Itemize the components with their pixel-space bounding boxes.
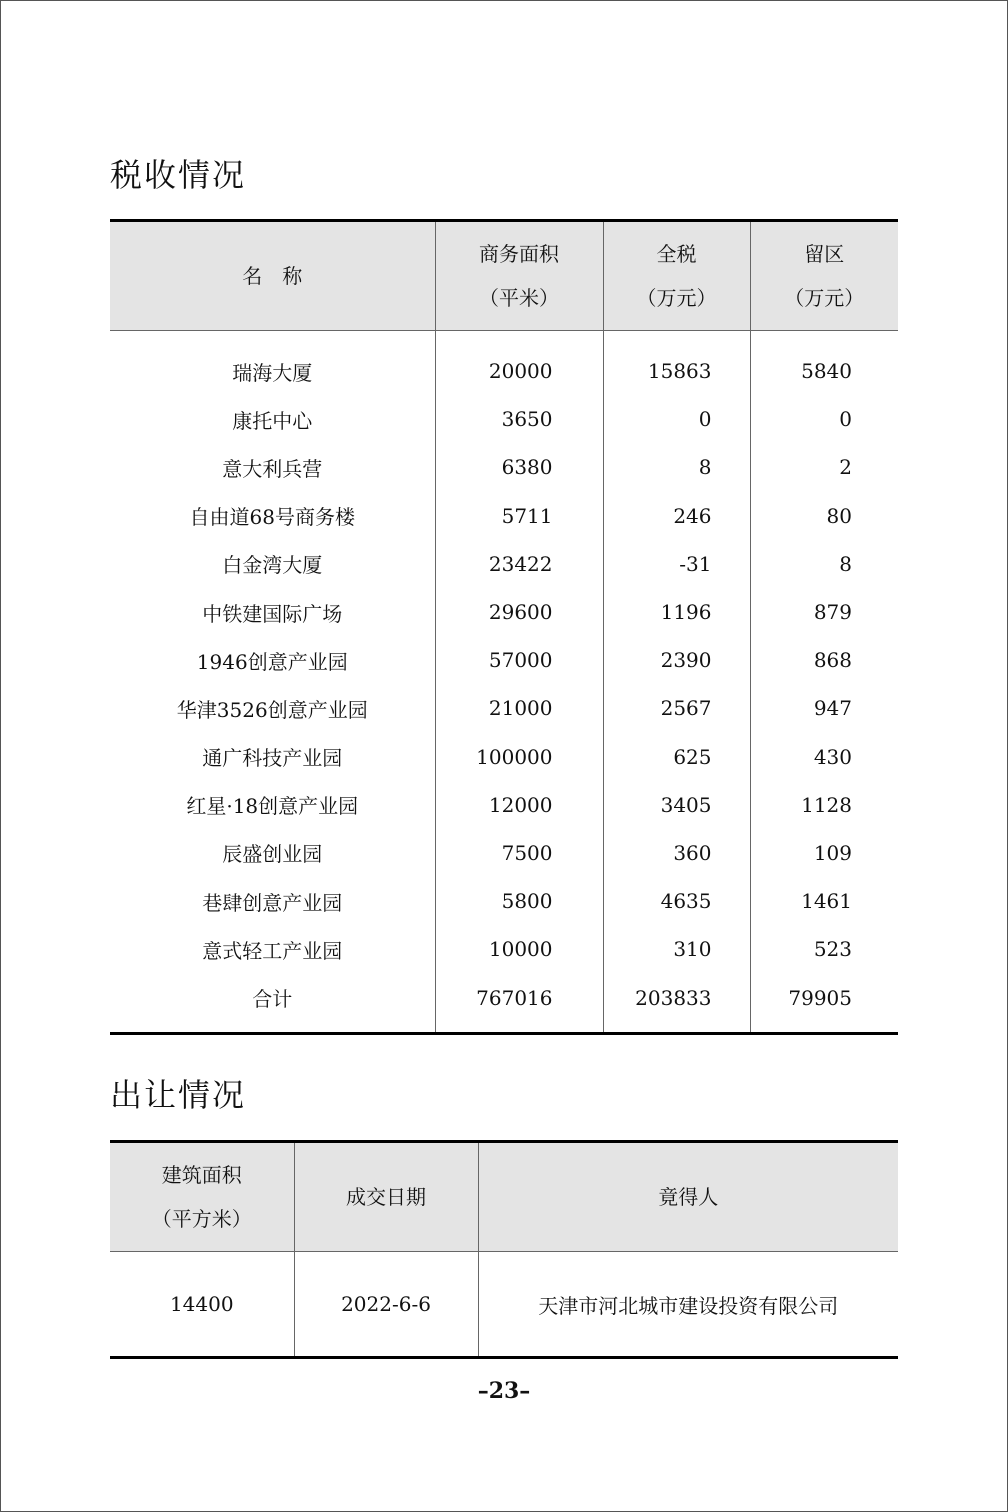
row-name: 巷肆创意产业园 [202, 890, 343, 915]
row-area: 57000 [435, 636, 603, 684]
row-name: 红星·18创意产业园 [186, 794, 359, 819]
row-name: 瑞海大厦 [232, 360, 313, 385]
row-tax: 2567 [603, 684, 750, 732]
header-building-area [110, 1142, 294, 1252]
row-area: 6380 [435, 443, 603, 491]
row-area: 3650 [435, 395, 603, 443]
header-name-label: 名 称 [242, 264, 303, 288]
row-name: 自由道68号商务楼 [189, 505, 355, 530]
row-name: 中铁建国际广场 [202, 601, 343, 626]
tax-table-header-row [110, 221, 898, 331]
table-row [110, 540, 898, 588]
table-row [110, 492, 898, 540]
row-retained: 80 [750, 492, 898, 540]
header-retained [750, 221, 898, 331]
row-retained: 1128 [750, 781, 898, 829]
header-area-label: 商务面积 [479, 242, 559, 266]
row-area: 7500 [435, 829, 603, 877]
header-tax-label: 全税 [656, 242, 697, 266]
row-retained: 2 [750, 443, 898, 491]
row-area: 23422 [435, 540, 603, 588]
row-tax: 2390 [603, 636, 750, 684]
header-deal-date-label: 成交日期 [346, 1185, 426, 1209]
header-winner-label: 竟得人 [658, 1185, 719, 1209]
row-area: 100000 [435, 733, 603, 781]
row-retained: 79905 [750, 973, 898, 1033]
row-retained: 879 [750, 588, 898, 636]
row-tax: 310 [603, 925, 750, 973]
row-tax: 246 [603, 492, 750, 540]
table-row [110, 781, 898, 829]
tax-table-body [110, 331, 898, 1034]
row-tax: 0 [603, 395, 750, 443]
row-area: 12000 [435, 781, 603, 829]
header-deal-date [294, 1142, 478, 1252]
table-row [110, 733, 898, 781]
row-area: 5711 [435, 492, 603, 540]
header-tax [603, 221, 750, 331]
row-area: 20000 [435, 331, 603, 396]
header-building-area-label: 建筑面积 [161, 1163, 242, 1187]
row-name: 康托中心 [232, 408, 313, 433]
row-name: 意式轻工产业园 [202, 938, 343, 963]
row-retained: 1461 [750, 877, 898, 925]
transfer-section-title: 出让情况 [110, 1076, 247, 1114]
row-retained: 430 [750, 733, 898, 781]
row-tax: 1196 [603, 588, 750, 636]
row-area: 5800 [435, 877, 603, 925]
transfer-table [110, 1140, 898, 1359]
row-name: 白金湾大厦 [222, 553, 323, 578]
tax-section-title: 税收情况 [110, 156, 247, 194]
row-area: 10000 [435, 925, 603, 973]
row-building-area: 14400 [169, 1292, 234, 1316]
table-row [110, 684, 898, 732]
table-row [110, 588, 898, 636]
row-name: 合计 [252, 987, 293, 1012]
header-area-unit: （平米） [479, 286, 559, 310]
header-retained-label: 留区 [804, 242, 845, 266]
header-tax-unit: （万元） [636, 286, 717, 310]
row-tax: 8 [603, 443, 750, 491]
row-retained: 523 [750, 925, 898, 973]
row-tax: -31 [603, 540, 750, 588]
transfer-table-header-row [110, 1142, 898, 1252]
row-name: 辰盛创业园 [222, 842, 323, 867]
row-tax: 4635 [603, 877, 750, 925]
header-building-area-unit: （平方米） [151, 1207, 252, 1231]
tax-table [110, 219, 898, 1035]
header-winner [478, 1142, 898, 1252]
header-retained-unit: （万元） [784, 286, 865, 310]
row-tax: 203833 [603, 973, 750, 1033]
row-retained: 868 [750, 636, 898, 684]
row-deal-date: 2022-6-6 [294, 1252, 478, 1358]
table-row [110, 877, 898, 925]
table-row [110, 395, 898, 443]
row-name: 华津3526创意产业园 [176, 697, 368, 722]
row-tax: 360 [603, 829, 750, 877]
row-winner: 天津市河北城市建设投资有限公司 [478, 1252, 898, 1358]
page-number: –23– [477, 1378, 531, 1404]
row-retained: 5840 [750, 331, 898, 396]
table-row [110, 829, 898, 877]
table-row [110, 1252, 898, 1358]
header-area [435, 221, 603, 331]
row-name: 意大利兵营 [222, 456, 323, 481]
row-name: 1946创意产业园 [196, 649, 348, 674]
row-area: 767016 [435, 973, 603, 1033]
row-name: 通广科技产业园 [202, 746, 343, 771]
row-tax: 3405 [603, 781, 750, 829]
row-retained: 0 [750, 395, 898, 443]
table-row [110, 925, 898, 973]
row-retained: 109 [750, 829, 898, 877]
header-name [110, 221, 435, 331]
transfer-table-body [110, 1252, 898, 1358]
table-row [110, 636, 898, 684]
row-retained: 947 [750, 684, 898, 732]
total-row [110, 973, 898, 1033]
row-tax: 15863 [603, 331, 750, 396]
row-area: 29600 [435, 588, 603, 636]
row-area: 21000 [435, 684, 603, 732]
table-row [110, 331, 898, 396]
table-row [110, 443, 898, 491]
row-retained: 8 [750, 540, 898, 588]
row-tax: 625 [603, 733, 750, 781]
